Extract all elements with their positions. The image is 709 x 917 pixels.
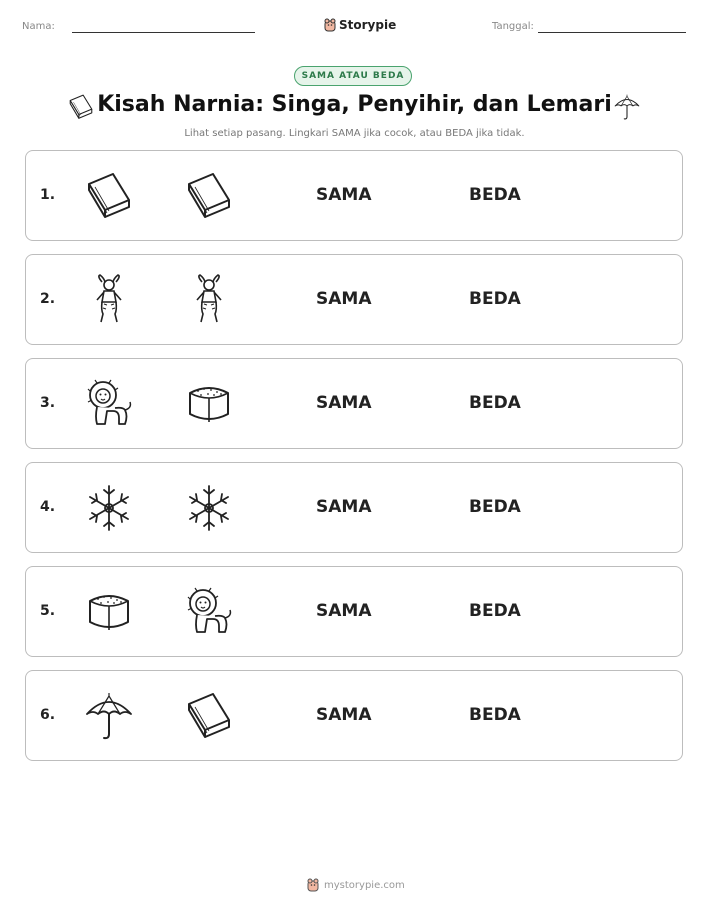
turkish-delight-icon xyxy=(183,378,235,430)
same-option[interactable]: SAMA xyxy=(316,393,372,413)
snowflake-icon xyxy=(83,482,135,534)
same-option[interactable]: SAMA xyxy=(316,497,372,517)
different-option[interactable]: BEDA xyxy=(469,289,521,309)
same-option[interactable]: SAMA xyxy=(316,185,372,205)
name-label: Nama: xyxy=(22,21,55,32)
different-option[interactable]: BEDA xyxy=(469,497,521,517)
lion-icon xyxy=(183,586,235,638)
footer xyxy=(307,878,405,892)
exercise-row-4 xyxy=(25,462,683,553)
page-title: Kisah Narnia: Singa, Penyihir, dan Lemari xyxy=(97,92,612,117)
umbrella-icon xyxy=(612,93,642,121)
row-number: 4. xyxy=(40,499,56,515)
row-number: 2. xyxy=(40,291,56,307)
different-option[interactable]: BEDA xyxy=(469,705,521,725)
exercise-row-5 xyxy=(25,566,683,657)
storypie-logo xyxy=(324,18,396,32)
same-option[interactable]: SAMA xyxy=(316,289,372,309)
row-number: 5. xyxy=(40,603,56,619)
instructions-text: Lihat setiap pasang. Lingkari SAMA jika cocok, atau BEDA jika tidak. xyxy=(184,128,525,139)
date-field-line[interactable] xyxy=(538,32,686,33)
row-number: 1. xyxy=(40,187,56,203)
exercise-row-1 xyxy=(25,150,683,241)
faun-icon xyxy=(183,274,235,326)
footer-url[interactable]: mystorypie.com xyxy=(324,879,405,891)
exercise-row-3 xyxy=(25,358,683,449)
turkish-delight-icon xyxy=(83,586,135,638)
faun-icon xyxy=(83,274,135,326)
row-number: 3. xyxy=(40,395,56,411)
exercise-row-2 xyxy=(25,254,683,345)
worksheet-type-badge: SAMA ATAU BEDA xyxy=(294,66,412,86)
different-option[interactable]: BEDA xyxy=(469,601,521,621)
same-option[interactable]: SAMA xyxy=(316,705,372,725)
different-option[interactable]: BEDA xyxy=(469,393,521,413)
book-icon xyxy=(183,690,235,742)
book-icon xyxy=(183,170,235,222)
brand-name: Storypie xyxy=(339,18,397,32)
same-option[interactable]: SAMA xyxy=(316,601,372,621)
row-number: 6. xyxy=(40,707,56,723)
storypie-mascot-icon xyxy=(307,878,319,892)
snowflake-icon xyxy=(183,482,235,534)
name-field-line[interactable] xyxy=(72,32,255,33)
exercise-row-6 xyxy=(25,670,683,761)
worksheet-header xyxy=(0,18,709,38)
date-label: Tanggal: xyxy=(492,21,534,32)
umbrella-icon xyxy=(83,690,135,742)
storypie-mascot-icon xyxy=(324,18,336,32)
lion-icon xyxy=(83,378,135,430)
different-option[interactable]: BEDA xyxy=(469,185,521,205)
book-icon xyxy=(83,170,135,222)
